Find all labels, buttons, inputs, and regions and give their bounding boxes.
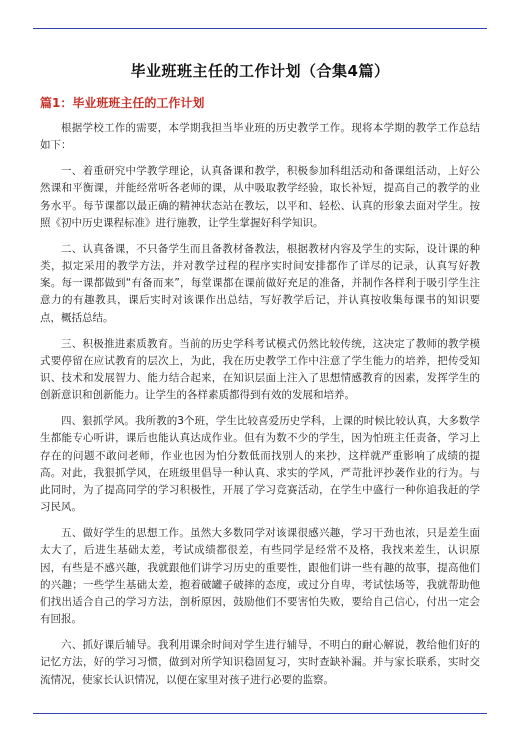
paragraph-4: 四、狠抓学风。我所教的3个班，学生比较喜爱历史学科，上课的时候比较认真，大多数学生都能专心听讲，课后也能认真达成作业。但有为数不少的学生，因为怕班主任责备，学习上存在的问题不敢问老师，作业也因为怕分数低而找别人的来抄，这样就严重影响了成绩的提高。对此，我狠抓学风，在班级里倡导一种认真、求实的学风，严苛批评抄袭作业的行为。与此同时，为了提高同学的学习积极性，开展了学习竞赛活动，在学生中盛行一种你追我赶的学习民风。	[40, 415, 480, 514]
bottom-divider-line	[33, 713, 487, 714]
top-divider-line	[33, 28, 487, 29]
paragraph-6: 六、抓好课后辅导。我利用课余时间对学生进行辅导，不明白的耐心解说，教给他们好的记忆方法，好的学习习惯，做到对所学知识稳固复习，实时查缺补漏。并与家长联系，实时交流情况，使家长认识情况，以便在家里对孩子进行必要的监察。	[40, 639, 480, 686]
document-body	[40, 120, 480, 698]
document-title: 毕业班班主任的工作计划（合集4篇）	[130, 62, 390, 80]
paragraph-intro: 根据学校工作的需要，本学期我担当毕业班的历史教学工作。现将本学期的教学工作总结如下：	[40, 122, 480, 152]
paragraph-2: 二、认真备课，不只备学生而且备教材备教法，根据教材内容及学生的实际，设计课的种类，拟定采用的教学方法，并对教学过程的程序实时间安排都作了详尽的记录，认真写好教案。每一课都做到“有备而来”，每堂课都在课前做好充足的准备，并制作各样利于吸引学生注意力的有趣教具，课后实时对该课作出总结，写好教学后记，并认真按收集每课书的知识要点，概括总结。	[40, 242, 480, 324]
paragraph-1: 一、着重研究中学教学理论，认真备课和教学，积极参加科组活动和备课组活动，上好公然课和平衡课，并能经常听各老师的课，从中吸取教学经验，取长补短，提高自己的教学的业务水平。每节课都以最正确的精神状态站在教坛，以平和、轻松、认真的形象去面对学生。按照《初中历史课程标准》进行施教，让学生掌握好科学知识。	[40, 165, 480, 229]
section-heading: 篇1：毕业班班主任的工作计划	[40, 96, 205, 110]
paragraph-3: 三、积极推进素质教育。当前的历史学科考试模式仍然比较传统，这决定了教师的教学模式要停留在应试教育的层次上，为此，我在历史教学工作中注意了学生能力的培养，把传受知识、技术和发展智力、能力结合起来，在知识层面上注入了思想情感教育的因素，发挥学生的创新意识和创新能力。让学生的各样素质都得到有效的发展和培养。	[40, 337, 480, 402]
paragraph-5: 五、做好学生的思想工作。虽然大多数同学对该课很感兴趣，学习干劲也浓，只是差生面太大了，后进生基础太差，考试成绩都很差，有些同学是经常不及格，我找来差生，认识原因，有些是不感兴趣，我就跟他们讲学习历史的重要性，跟他们讲一些有趣的故事，提高他们的兴趣；一些学生基础太差，抱着破罐子破摔的态度，或过分自卑，考试怯场等，我就帮助他们找出适合自己的学习方法，剖析原因，鼓励他们不要害怕失败，要给自己信心，付出一定会有回报。	[40, 527, 480, 626]
